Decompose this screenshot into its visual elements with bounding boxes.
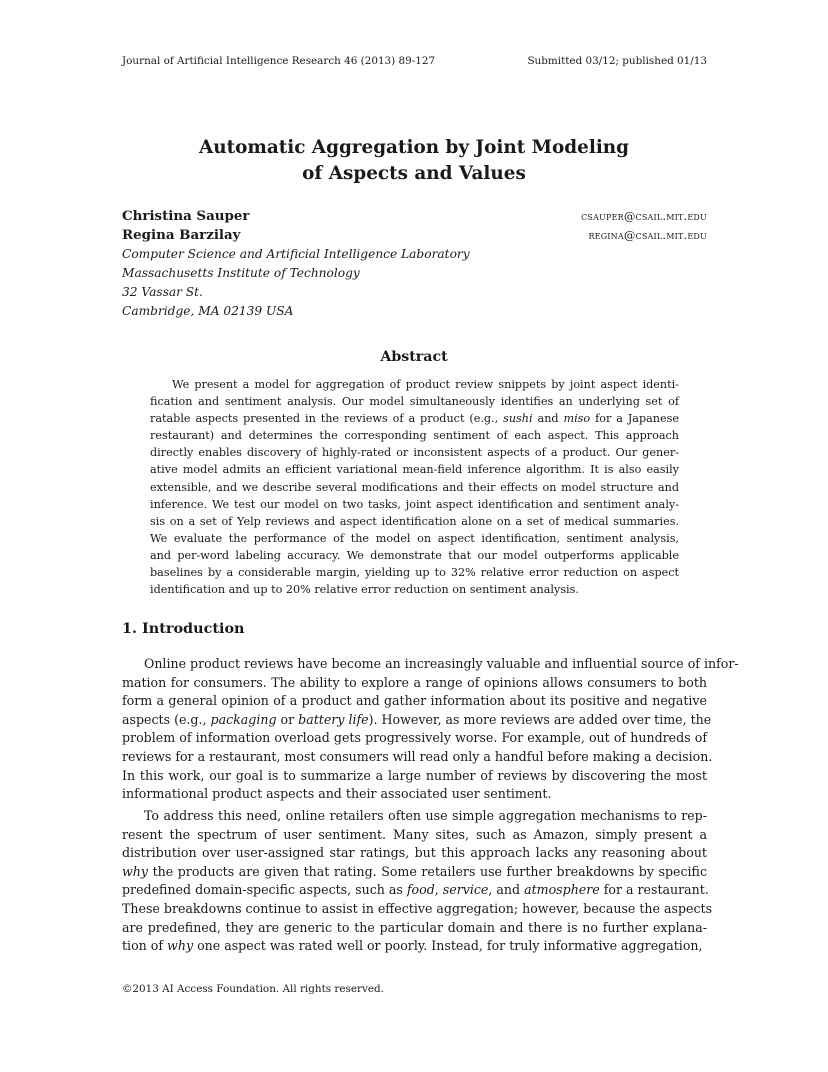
title-line-2: of Aspects and Values bbox=[302, 163, 526, 184]
author-email: csauper@csail.mit.edu bbox=[581, 209, 707, 223]
text-line: directly enables discovery of highly-rated or inconsistent aspects of a product. Our gener- bbox=[150, 446, 679, 460]
text-line: mation for consumers. The ability to explore a range of opinions allows consumers to both bbox=[122, 674, 707, 690]
text-line: In this work, our goal is to summarize a large number of reviews by discovering the most bbox=[122, 767, 707, 783]
text-line: baselines by a considerable margin, yielding up to 32% relative error reduction on aspect bbox=[150, 566, 679, 580]
text-line: We evaluate the performance of the model on aspect identification, sentiment analysis, bbox=[150, 531, 679, 545]
text-line: ative model admits an efficient variational mean-field inference algorithm. It is also easily bbox=[150, 463, 679, 477]
text-line: tion of why one aspect was rated well or poorly. Instead, for truly informative aggregation, bbox=[122, 938, 703, 954]
text-line: Online product reviews have become an increasingly valuable and influential source of infor- bbox=[144, 656, 739, 671]
copyright-footer: ©2013 AI Access Foundation. All rights reserved. bbox=[122, 983, 384, 995]
author-name: Christina Sauper bbox=[122, 208, 250, 224]
section-heading-introduction: 1. Introduction bbox=[122, 620, 245, 637]
text-line: fication and sentiment analysis. Our model simultaneously identifies an underlying set of bbox=[150, 395, 679, 409]
text-line: sis on a set of Yelp reviews and aspect identification alone on a set of medical summaries. bbox=[150, 514, 679, 528]
affiliation-city: Cambridge, MA 02139 USA bbox=[122, 304, 294, 318]
text-line: and per-word labeling accuracy. We demonstrate that our model outperforms applicable bbox=[150, 548, 679, 562]
paper-title bbox=[0, 135, 828, 187]
text-line: form a general opinion of a product and gather information about its positive and negative bbox=[122, 693, 707, 709]
text-line: restaurant) and determines the corresponding sentiment of each aspect. This approach bbox=[150, 429, 679, 443]
text-line: extensible, and we describe several modifications and their effects on model structure and bbox=[150, 480, 679, 494]
affiliation-lab: Computer Science and Artificial Intelligence Laboratory bbox=[122, 247, 470, 261]
text-line: We present a model for aggregation of product review snippets by joint aspect identi- bbox=[172, 378, 679, 391]
text-line: why the products are given that rating. Some retailers use further breakdowns by specific bbox=[122, 863, 707, 879]
author-email: regina@csail.mit.edu bbox=[588, 228, 707, 242]
text-line: are predefined, they are generic to the particular domain and there is no further explana- bbox=[122, 919, 707, 935]
text-line: To address this need, online retailers often use simple aggregation mechanisms to rep- bbox=[144, 808, 707, 823]
intro-paragraph-1 bbox=[122, 655, 739, 804]
text-line: distribution over user-assigned star ratings, but this approach lacks any reasoning about bbox=[122, 845, 707, 861]
text-line: resent the spectrum of user sentiment. Many sites, such as Amazon, simply present a bbox=[122, 826, 707, 842]
affiliation-institute: Massachusetts Institute of Technology bbox=[122, 266, 360, 280]
author-row bbox=[122, 226, 707, 245]
affiliation-street: 32 Vassar St. bbox=[122, 285, 203, 299]
author-block bbox=[122, 207, 707, 321]
text-line: predefined domain-specific aspects, such as food, service, and atmosphere for a restaurant. bbox=[122, 882, 709, 898]
abstract-heading: Abstract bbox=[380, 349, 448, 365]
text-line: ratable aspects presented in the reviews of a product (e.g., sushi and miso for a Japanese bbox=[150, 412, 679, 426]
running-head bbox=[122, 55, 707, 71]
text-line: identification and up to 20% relative error reduction on sentiment analysis. bbox=[150, 583, 579, 597]
text-line: informational product aspects and their associated user sentiment. bbox=[122, 786, 552, 802]
journal-citation: Journal of Artificial Intelligence Research 46 (2013) 89-127 bbox=[122, 55, 436, 67]
text-line: reviews for a restaurant, most consumers will read only a handful before making a decision. bbox=[122, 748, 713, 764]
abstract-body bbox=[150, 376, 679, 598]
text-line: These breakdowns continue to assist in effective aggregation; however, because the aspects bbox=[122, 900, 713, 916]
intro-paragraph-2 bbox=[122, 807, 713, 956]
submission-dates: Submitted 03/12; published 01/13 bbox=[527, 55, 707, 67]
author-row bbox=[122, 207, 707, 226]
text-line: problem of information overload gets progressively worse. For example, out of hundreds of bbox=[122, 730, 707, 746]
text-line: inference. We test our model on two tasks, joint aspect identification and sentiment analy- bbox=[150, 497, 679, 511]
author-name: Regina Barzilay bbox=[122, 227, 241, 243]
text-line: aspects (e.g., packaging or battery life). However, as more reviews are added over time, the bbox=[122, 711, 712, 727]
title-line-1: Automatic Aggregation by Joint Modeling bbox=[198, 137, 630, 158]
